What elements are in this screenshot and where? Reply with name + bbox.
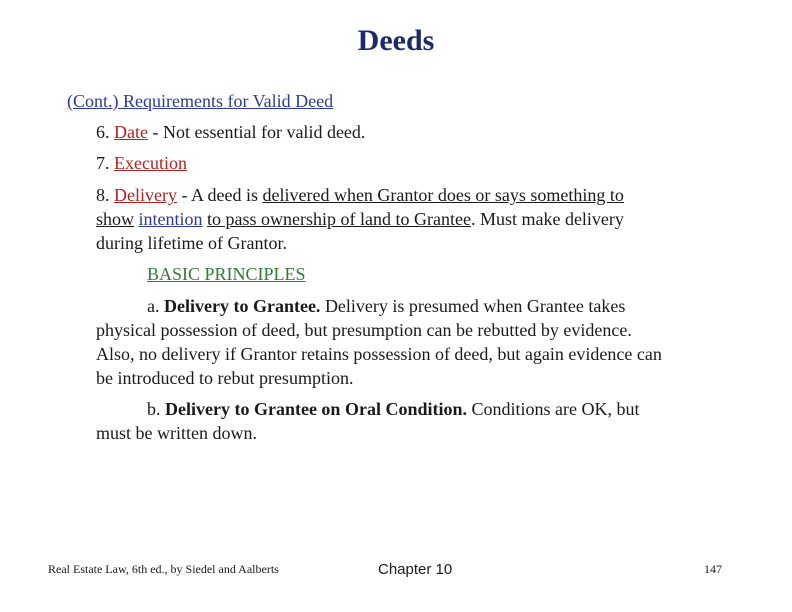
principle-a-line-2: physical possession of deed, but presumption can be rebutted by evidence. — [96, 320, 632, 340]
item-6-text: - Not essential for valid deed. — [147, 122, 366, 142]
principle-b-label: b. — [147, 399, 165, 419]
item-6-number: 6. — [96, 122, 110, 142]
item-6-term: Date — [114, 122, 148, 142]
principle-b-line-1 — [147, 397, 639, 421]
item-8-line-3: during lifetime of Grantor. — [96, 233, 287, 253]
footer-source: Real Estate Law, 6th ed., by Siedel and Aalberts — [48, 562, 279, 576]
principle-a-label: a. — [147, 296, 164, 316]
item-8-tail: . Must make delivery — [470, 209, 624, 229]
item-8-underlined-3: to pass ownership of land to Grantee — [207, 209, 471, 229]
item-7-term: Execution — [114, 153, 187, 173]
item-8-sep: - A deed is — [176, 185, 263, 205]
principle-a-line-3: Also, no delivery if Grantor retains possession of deed, but again evidence can — [96, 344, 662, 364]
principle-a-text-1: Delivery is presumed when Grantee takes — [320, 296, 626, 316]
principle-b-text-1: Conditions are OK, but — [466, 399, 640, 419]
principle-a-bold: Delivery to Grantee. — [164, 296, 321, 316]
item-8-line-2 — [96, 207, 624, 231]
footer-page-number: 147 — [704, 562, 722, 576]
item-8-underlined-1: delivered when Grantor does or says something to — [262, 185, 624, 205]
principle-a-line-4: be introduced to rebut presumption. — [96, 368, 354, 388]
basic-principles-heading: BASIC PRINCIPLES — [147, 264, 306, 284]
footer-chapter: Chapter 10 — [378, 561, 453, 578]
item-8-underlined-2: show — [96, 209, 135, 229]
item-7 — [96, 151, 187, 175]
principle-b-bold: Delivery to Grantee on Oral Condition. — [165, 399, 467, 419]
item-8-number: 8. — [96, 185, 110, 205]
page-title: Deeds — [357, 24, 435, 57]
item-7-number: 7. — [96, 153, 110, 173]
principle-b-line-2: must be written down. — [96, 423, 257, 443]
item-6 — [96, 120, 365, 144]
item-8-term: Delivery — [114, 185, 177, 205]
item-8-line-1 — [96, 183, 624, 207]
section-subtitle: (Cont.) Requirements for Valid Deed — [67, 91, 334, 111]
item-8-intention: intention — [138, 209, 203, 229]
principle-a-line-1 — [147, 294, 625, 318]
